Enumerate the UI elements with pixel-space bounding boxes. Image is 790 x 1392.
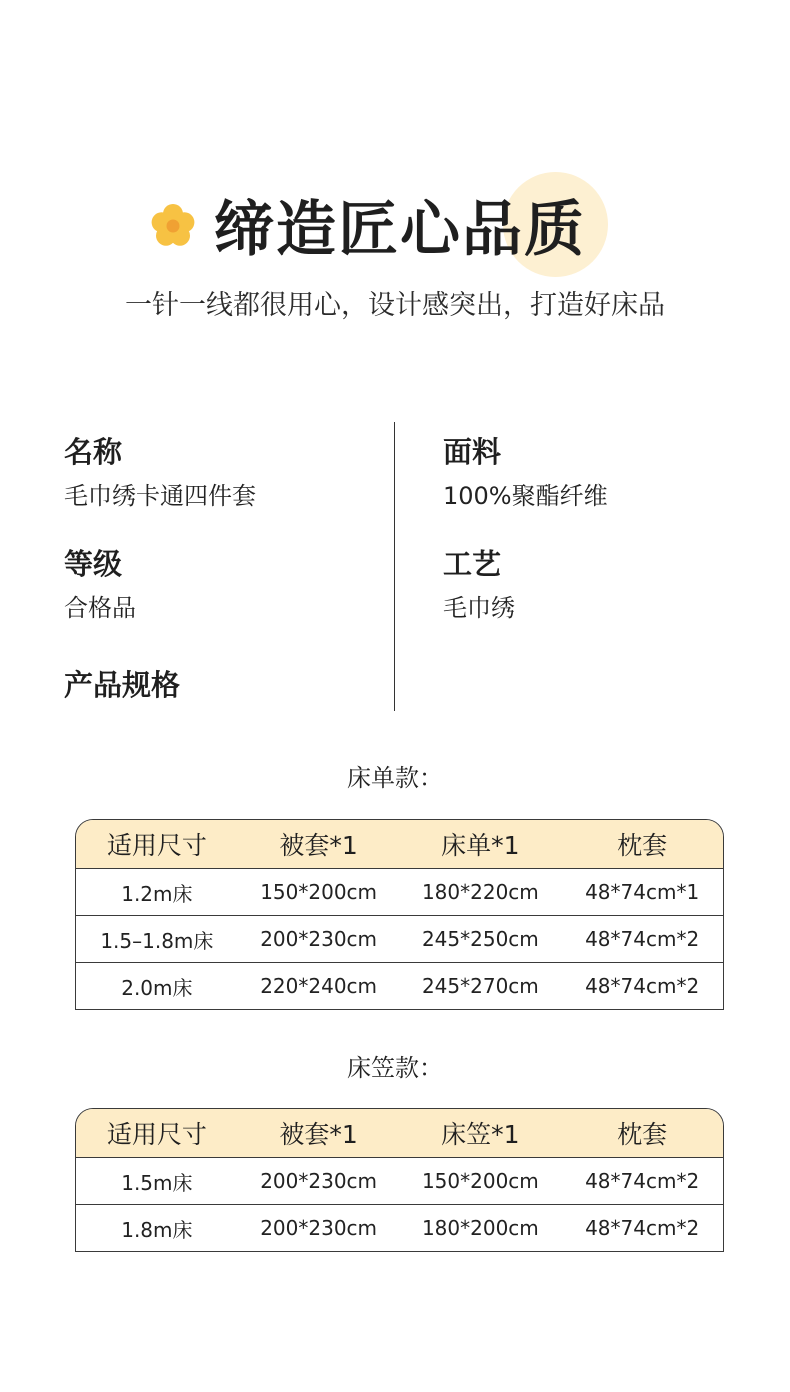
column-header: 枕套: [617, 831, 668, 860]
table-cell: 1.5m床: [121, 1170, 193, 1195]
table-cell: 150*200cm: [421, 1169, 539, 1193]
table-cell: 48*74cm*2: [585, 927, 700, 951]
table-cell: 48*74cm*2: [585, 974, 700, 998]
table-cell: 1.5–1.8m床: [100, 928, 214, 953]
table-cell: 245*250cm: [421, 927, 539, 951]
table-cell: 48*74cm*2: [585, 1216, 700, 1240]
column-header: 被套*1: [279, 1120, 358, 1149]
spec-fabric-label: 面料: [443, 435, 502, 469]
table-cell: 48*74cm*2: [585, 1169, 700, 1193]
table-cell: 180*220cm: [421, 880, 539, 904]
table-header-row: [76, 1109, 723, 1158]
column-header: 适用尺寸: [106, 831, 207, 860]
size-table-sheet: [75, 819, 724, 1010]
table-cell: 245*270cm: [421, 974, 539, 998]
column-header: 床笠*1: [441, 1120, 520, 1149]
size-table-fitted: [75, 1108, 724, 1252]
column-header: 床单*1: [441, 831, 520, 860]
table-cell: 48*74cm*1: [585, 880, 700, 904]
table-caption-fitted: 床笠款：: [347, 1054, 443, 1082]
table-row: [76, 963, 723, 1009]
table-cell: 200*230cm: [260, 927, 378, 951]
table-header-row: [76, 820, 723, 869]
table-caption-sheet: 床单款：: [347, 764, 443, 792]
table-cell: 220*240cm: [260, 974, 378, 998]
column-header: 适用尺寸: [106, 1120, 207, 1149]
page-title: 缔造匠心品质: [214, 195, 586, 265]
table-cell: 200*230cm: [260, 1169, 378, 1193]
page-subtitle: 一针一线都很用心，设计感突出，打造好床品: [125, 290, 665, 321]
spec-size-label: 产品规格: [64, 668, 181, 702]
spec-fabric-value: 100%聚酯纤维: [443, 482, 608, 510]
table-row: [76, 1205, 723, 1251]
table-cell: 200*230cm: [260, 1216, 378, 1240]
flower-icon: [150, 203, 196, 249]
column-header: 枕套: [617, 1120, 668, 1149]
spec-craft-value: 毛巾绣: [443, 594, 515, 622]
spec-divider: [394, 422, 395, 711]
spec-name-label: 名称: [64, 435, 123, 469]
table-cell: 150*200cm: [260, 880, 378, 904]
spec-grade-value: 合格品: [64, 594, 136, 622]
column-header: 被套*1: [279, 831, 358, 860]
spec-grade-label: 等级: [64, 547, 123, 581]
spec-craft-label: 工艺: [443, 547, 502, 581]
table-row: [76, 869, 723, 916]
table-cell: 2.0m床: [121, 975, 193, 1000]
table-row: [76, 916, 723, 963]
table-cell: 180*200cm: [421, 1216, 539, 1240]
table-cell: 1.2m床: [121, 881, 193, 906]
table-cell: 1.8m床: [121, 1217, 193, 1242]
table-row: [76, 1158, 723, 1205]
spec-name-value: 毛巾绣卡通四件套: [64, 482, 256, 510]
